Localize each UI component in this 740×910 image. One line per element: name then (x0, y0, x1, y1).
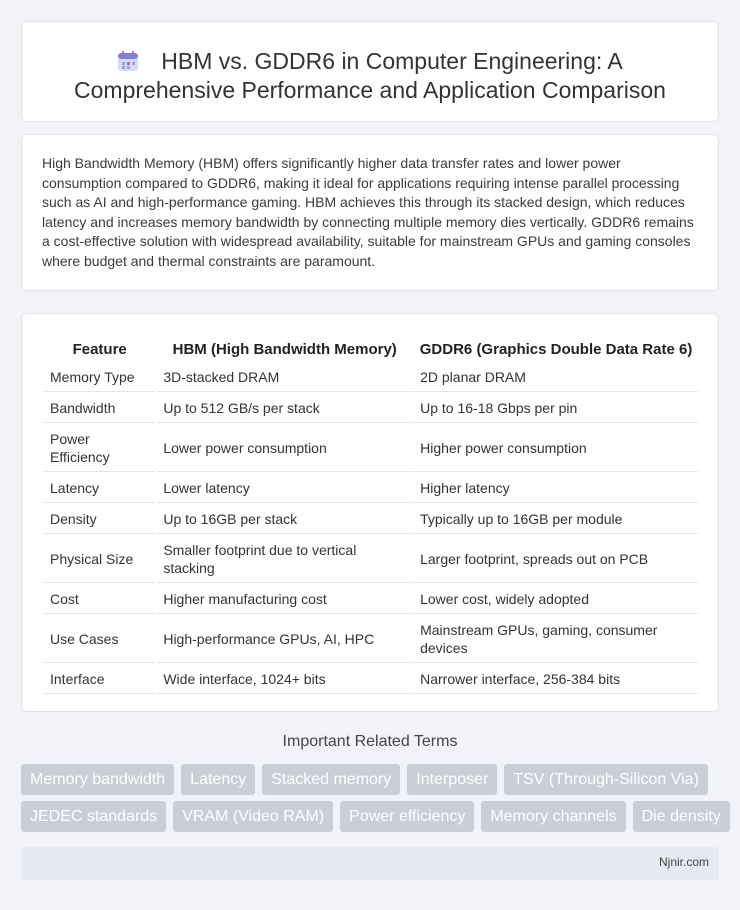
intro-paragraph: High Bandwidth Memory (HBM) offers significantly higher data transfer rates and lower power consumption compared to GDDR6, making it ideal for applications requiring intense parallel processing such as AI and high-performance gaming. HBM achieves this through its stacked design, which reduces latency and increases memory bandwidth by connecting multiple memory dies vertically. GDDR6 remains a cost-effective solution with widespread availability, suitable for mainstream GPUs and gaming consoles where budget and thermal constraints are paramount. (42, 155, 694, 269)
page-title (22, 47, 718, 105)
related-terms-heading: Important Related Terms (282, 733, 458, 750)
cell-feature: Density (44, 503, 155, 534)
cell-feature: Use Cases (44, 614, 155, 663)
table-row (44, 583, 698, 614)
cell-feature: Interface (44, 663, 155, 694)
title-line-2: Comprehensive Performance and Application Comparison (74, 77, 666, 103)
cell-gddr6: 2D planar DRAM (414, 361, 698, 392)
table-row (44, 392, 698, 423)
comparison-table-card (21, 313, 719, 712)
tag-latency[interactable]: Latency (181, 764, 255, 795)
table-header-row (44, 331, 698, 361)
cell-hbm: Lower latency (157, 472, 412, 503)
cell-hbm: 3D-stacked DRAM (157, 361, 412, 392)
tag-die-density[interactable]: Die density (633, 801, 730, 832)
tag-row (21, 801, 721, 832)
cell-hbm: Wide interface, 1024+ bits (157, 663, 412, 694)
cell-gddr6: Narrower interface, 256-384 bits (414, 663, 698, 694)
tag-memory-channels[interactable]: Memory channels (481, 801, 625, 832)
cell-gddr6: Larger footprint, spreads out on PCB (414, 534, 698, 583)
cell-feature: Memory Type (44, 361, 155, 392)
table-row (44, 614, 698, 663)
calendar-chart-icon (117, 50, 139, 72)
footer-site-link[interactable]: Njnir.com (658, 855, 709, 869)
tag-tsv[interactable]: TSV (Through-Silicon Via) (504, 764, 708, 795)
cell-hbm: Up to 16GB per stack (157, 503, 412, 534)
comparison-table (42, 331, 700, 694)
title-card (21, 21, 719, 122)
cell-gddr6: Up to 16-18 Gbps per pin (414, 392, 698, 423)
header-gddr6: GDDR6 (Graphics Double Data Rate 6) (419, 340, 693, 358)
table-row (44, 472, 698, 503)
cell-hbm: Up to 512 GB/s per stack (157, 392, 412, 423)
cell-gddr6: Mainstream GPUs, gaming, consumer devices (414, 614, 698, 663)
tag-jedec-standards[interactable]: JEDEC standards (21, 801, 166, 832)
table-row (44, 423, 698, 472)
related-terms-tags (21, 764, 721, 838)
header-hbm: HBM (High Bandwidth Memory) (172, 340, 397, 358)
cell-gddr6: Higher power consumption (414, 423, 698, 472)
table-row (44, 534, 698, 583)
title-line-1: HBM vs. GDDR6 in Computer Engineering: A (161, 48, 623, 74)
tag-vram[interactable]: VRAM (Video RAM) (173, 801, 333, 832)
footer (21, 847, 719, 880)
cell-gddr6: Typically up to 16GB per module (414, 503, 698, 534)
table-row (44, 663, 698, 694)
cell-hbm: High-performance GPUs, AI, HPC (157, 614, 412, 663)
cell-feature: Physical Size (44, 534, 155, 583)
intro-card (21, 134, 719, 291)
cell-gddr6: Higher latency (414, 472, 698, 503)
cell-feature: Cost (44, 583, 155, 614)
table-row (44, 503, 698, 534)
cell-gddr6: Lower cost, widely adopted (414, 583, 698, 614)
header-feature: Feature (72, 340, 127, 358)
cell-hbm: Smaller footprint due to vertical stacking (157, 534, 412, 583)
tag-row (21, 764, 721, 795)
tag-stacked-memory[interactable]: Stacked memory (262, 764, 400, 795)
cell-hbm: Lower power consumption (157, 423, 412, 472)
cell-hbm: Higher manufacturing cost (157, 583, 412, 614)
tag-memory-bandwidth[interactable]: Memory bandwidth (21, 764, 174, 795)
tag-interposer[interactable]: Interposer (407, 764, 497, 795)
cell-feature: Latency (44, 472, 155, 503)
table-row (44, 361, 698, 392)
cell-feature: Bandwidth (44, 392, 155, 423)
cell-feature: Power Efficiency (44, 423, 155, 472)
tag-power-efficiency[interactable]: Power efficiency (340, 801, 474, 832)
